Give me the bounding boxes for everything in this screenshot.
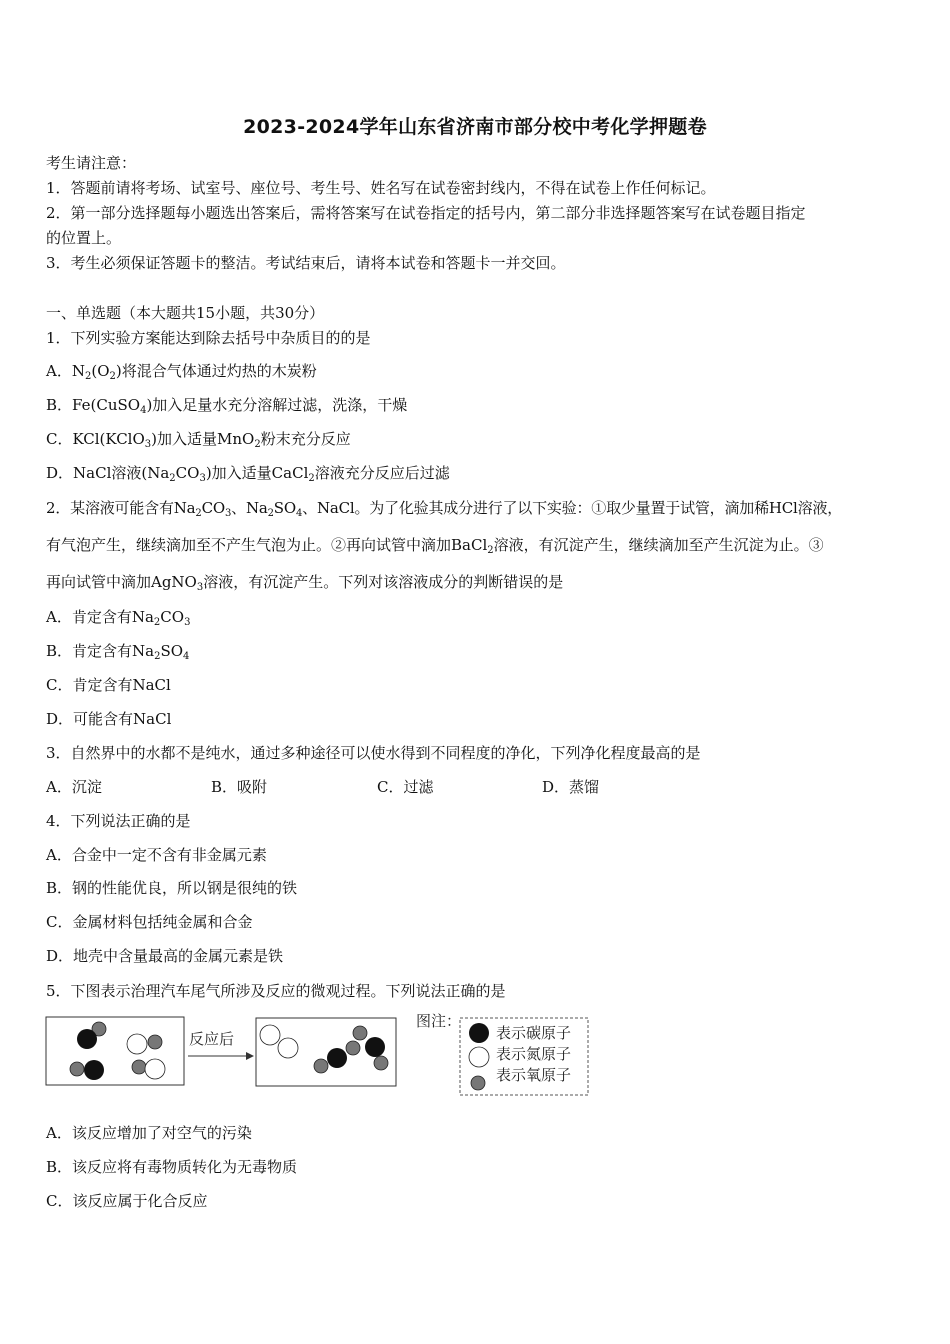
q1-option-d: D．NaCl溶液$(Na_2CO_3)$加入适量CaCl$_2$溶液充分反应后过滤	[46, 464, 450, 484]
q5-option-a: A．该反应增加了对空气的污染	[46, 1124, 252, 1142]
q3-option-c: C．过滤	[377, 778, 434, 796]
q4-stem: 4．下列说法正确的是	[46, 812, 191, 830]
q5-option-b: B．该反应将有毒物质转化为无毒物质	[46, 1158, 298, 1176]
notice-heading: 考生请注意：	[46, 154, 137, 172]
carbon-atom-icon	[469, 1023, 489, 1043]
q3-stem: 3．自然界中的水都不是纯水，通过多种途径可以使水得到不同程度的净化，下列净化程度最高的是	[46, 744, 701, 762]
nitrogen-atom-icon	[469, 1047, 489, 1067]
q1-option-a: A．$N_2(O_2)$将混合气体通过灼热的木炭粉	[46, 362, 317, 382]
notice-item-2-cont: 的位置上。	[46, 229, 122, 247]
q5-stem: 5．下图表示治理汽车尾气所涉及反应的微观过程。下列说法正确的是	[46, 982, 506, 1000]
q2-option-d: D．可能含有NaCl	[46, 710, 172, 728]
notice-item-1: 1．答题前请将考场、试室号、座位号、考生号、姓名写在试卷密封线内，不得在试卷上作任何标记。	[46, 179, 716, 197]
page-title: 2023-2024学年山东省济南市部分校中考化学押题卷	[243, 116, 707, 138]
q5-option-c: C．该反应属于化合反应	[46, 1192, 208, 1210]
q2-option-c: C．肯定含有NaCl	[46, 676, 171, 694]
legend-oxygen: 表示氧原子	[496, 1066, 572, 1084]
q1-option-c: C．KCl(KClO$_3$)加入适量MnO$_2$粉末充分反应	[46, 430, 351, 450]
q2-stem-line-1: 2．某溶液可能含有$Na_2CO_3$、$Na_2SO_4$、NaCl。为了化验其成分进行了以下实验：①取少量置于试管，滴加稀HCl溶液，	[46, 499, 843, 519]
q4-option-d: D．地壳中含量最高的金属元素是铁	[46, 947, 284, 965]
legend-nitrogen: 表示氮原子	[496, 1045, 572, 1063]
q4-option-a: A．合金中一定不含有非金属元素	[46, 846, 267, 864]
legend-title: 图注：	[416, 1012, 462, 1030]
section-heading: 一、单选题（本大题共15小题，共30分）	[46, 304, 325, 322]
q2-stem-line-3: 再向试管中滴加AgNO$_3$溶液，有沉淀产生。下列对该溶液成分的判断错误的是	[46, 573, 564, 593]
q2-stem-line-2: 有气泡产生，继续滴加至不产生气泡为止。②再向试管中滴加BaCl$_2$溶液，有沉淀产生，继续滴加至产生沉淀为止。③	[46, 536, 824, 556]
q1-stem: 1．下列实验方案能达到除去括号中杂质目的的是	[46, 329, 371, 347]
legend-carbon: 表示碳原子	[496, 1024, 572, 1042]
q4-option-b: B．钢的性能优良，所以钢是很纯的铁	[46, 879, 298, 897]
arrow-label: 反应后	[189, 1030, 235, 1048]
notice-item-3: 3．考生必须保证答题卡的整洁。考试结束后，请将本试卷和答题卡一并交回。	[46, 254, 566, 272]
q4-option-c: C．金属材料包括纯金属和合金	[46, 913, 253, 931]
q3-option-d: D．蒸馏	[542, 778, 600, 796]
notice-item-2: 2．第一部分选择题每小题选出答案后，需将答案写在试卷指定的括号内，第二部分非选择题答案写在试卷题目指定	[46, 204, 806, 222]
q2-option-b: B．肯定含有$Na_2SO_4$	[46, 642, 190, 662]
reaction-diagram	[44, 1010, 604, 1100]
oxygen-atom-icon	[471, 1076, 485, 1090]
q3-option-b: B．吸附	[211, 778, 268, 796]
q1-option-b: B．Fe(CuSO$_4$)加入足量水充分溶解过滤，洗涤，干燥	[46, 396, 408, 416]
q3-option-a: A．沉淀	[46, 778, 102, 796]
q2-option-a: A．肯定含有$Na_2CO_3$	[46, 608, 191, 628]
